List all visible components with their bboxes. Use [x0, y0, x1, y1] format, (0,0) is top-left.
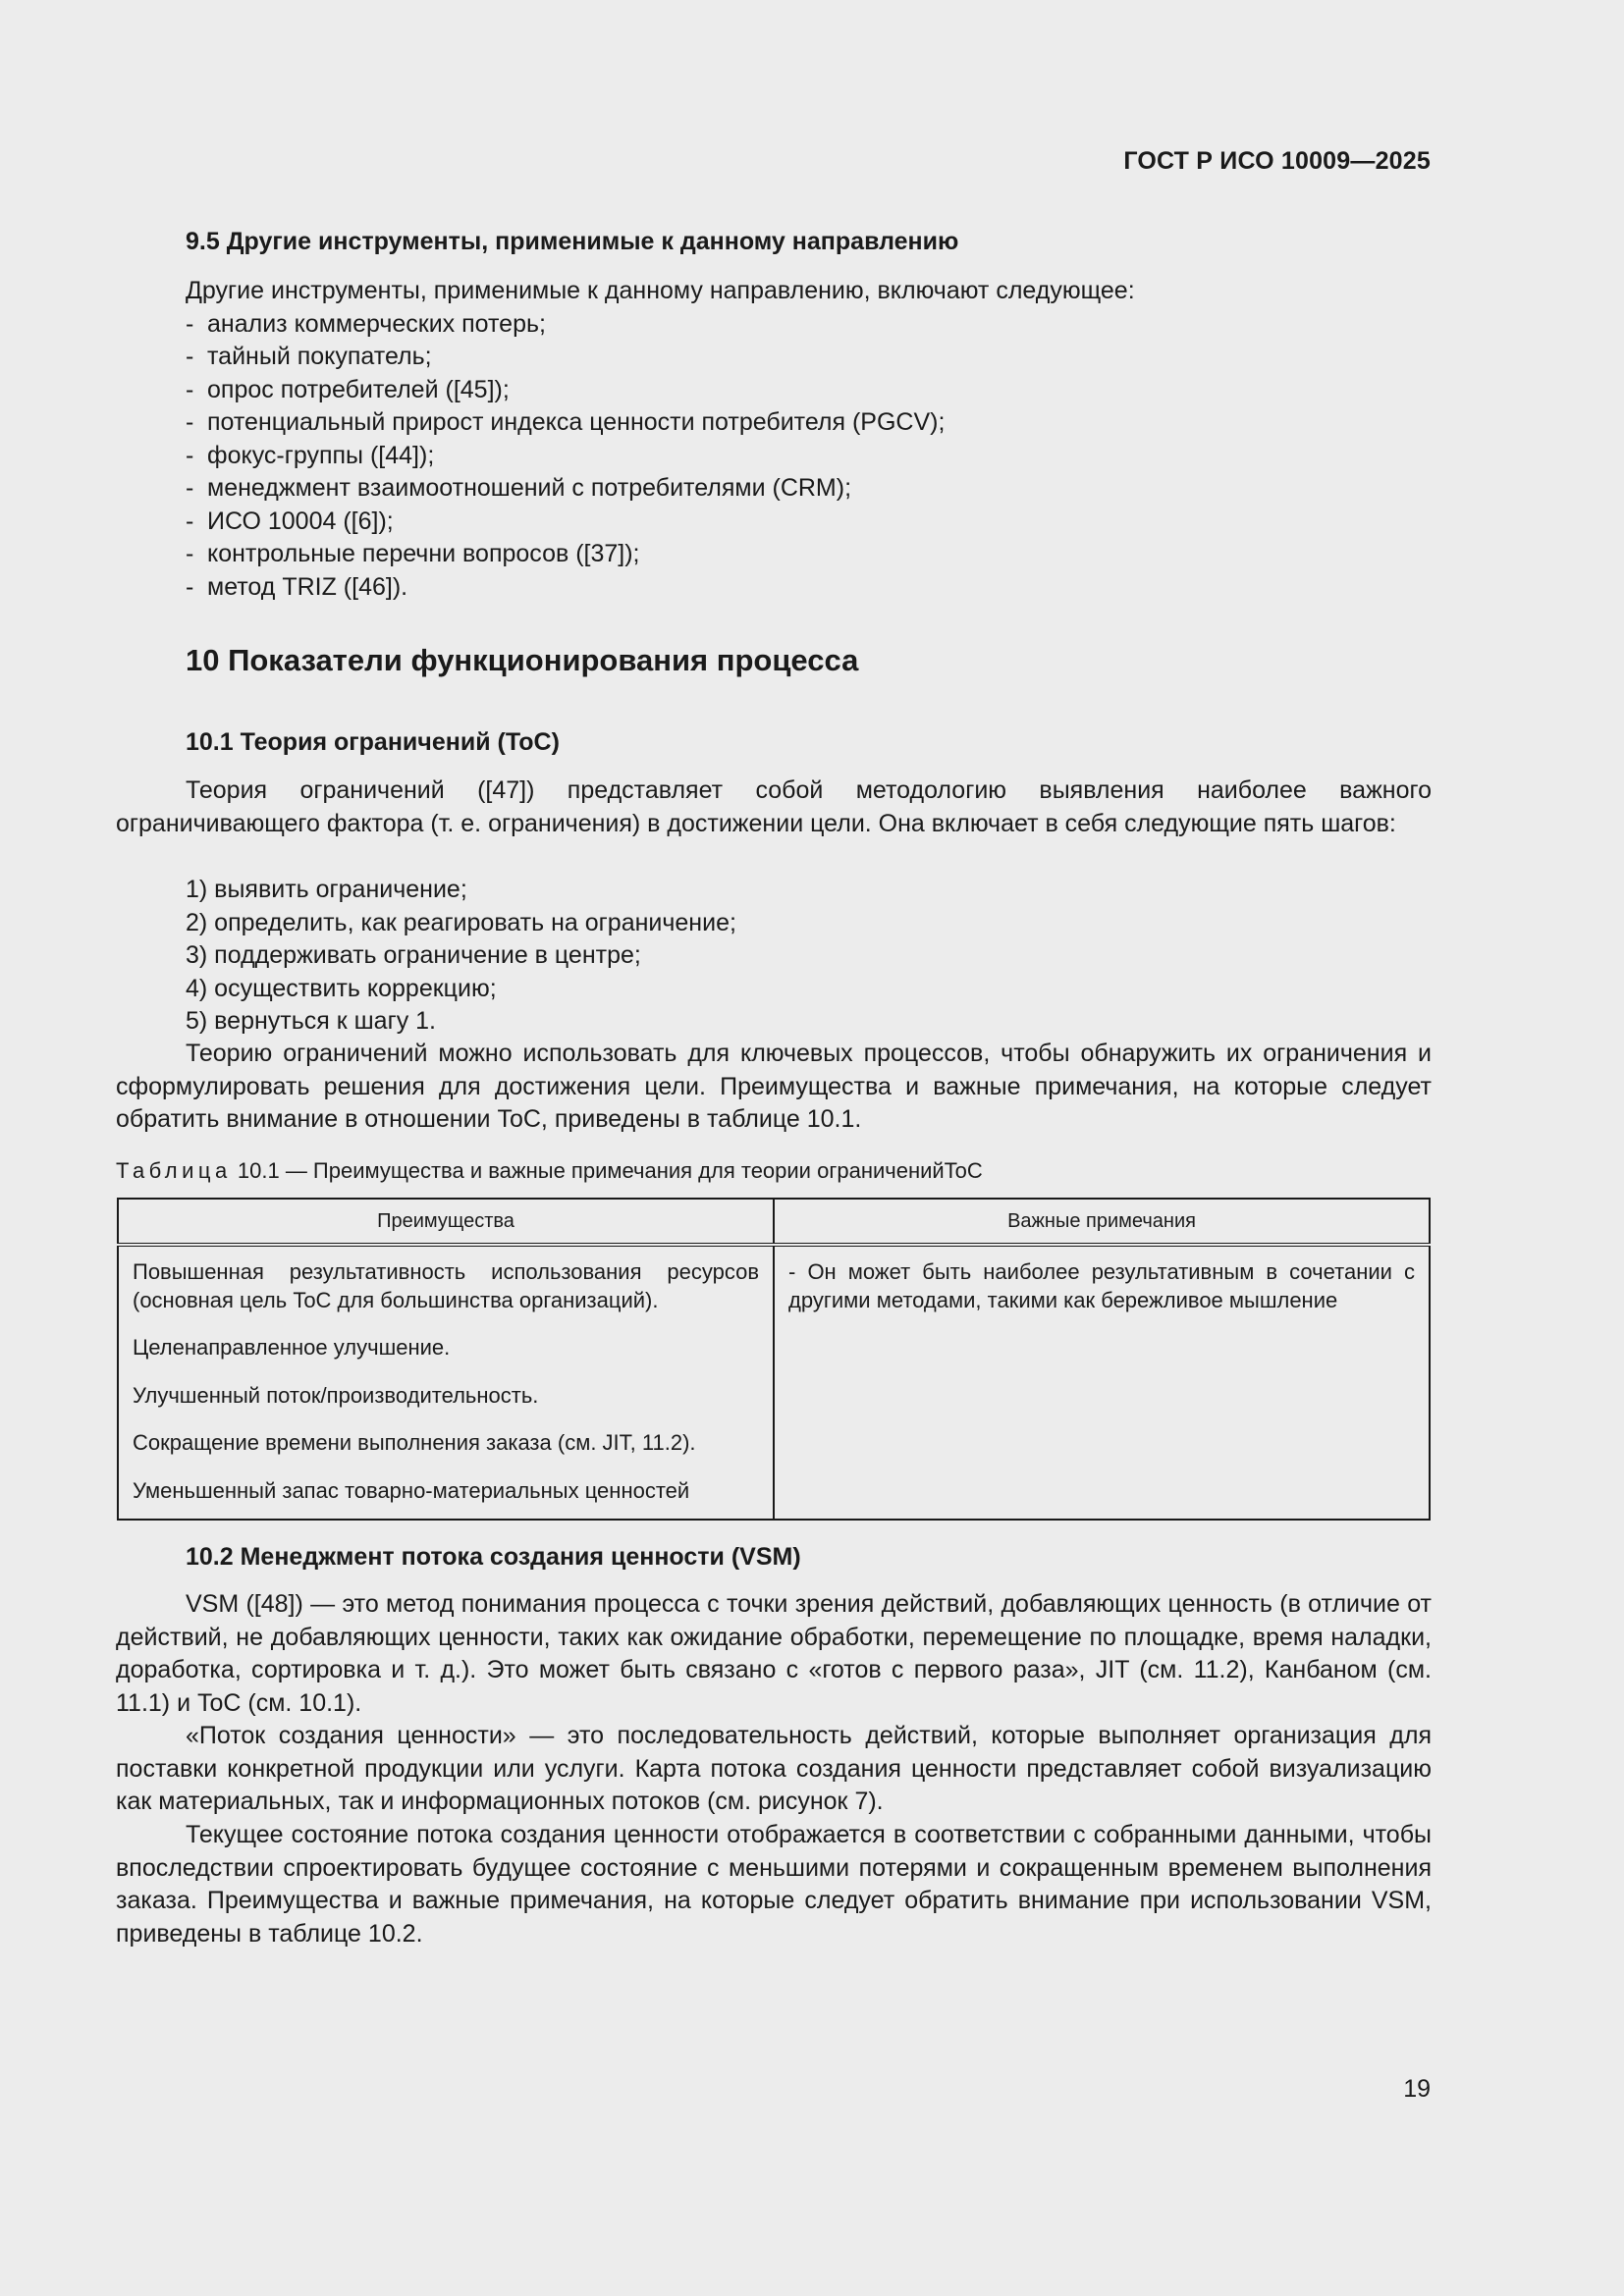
- section-10-2-paragraph: «Поток создания ценности» — это последовательность действий, которые выполняет организация для поставки конкретной продукции или услуги. Карта потока создания ценности представляет собой визуализацию как материальных, так и информационных потоков (см. рисунок 7).: [116, 1722, 1432, 1815]
- list-item: - потенциальный прирост индекса ценности потребителя (PGCV);: [186, 408, 946, 436]
- section-10-2-paragraph: VSM ([48]) — это метод понимания процесса с точки зрения действий, добавляющих ценность (в отличие от действий, не добавляющих ценности, таких как ожидание обработки, перемещение по площадке, время наладки, доработка, сортировка и т. д.). Это может быть связано с «готов с первого раза», JIT (см. 11.2), Канбаном (см. 11.1) и ToC (см. 10.1).: [116, 1590, 1432, 1717]
- list-item: 2) определить, как реагировать на ограничение;: [186, 908, 736, 936]
- list-item: - тайный покупатель;: [186, 343, 432, 370]
- list-item: - менеджмент взаимоотношений с потребителями (CRM);: [186, 474, 852, 502]
- list-item: - контрольные перечни вопросов ([37]);: [186, 540, 640, 567]
- list-item: - ИСО 10004 ([6]);: [186, 507, 394, 535]
- section-10-1-heading: 10.1 Теория ограничений (ToC): [186, 728, 560, 756]
- list-item: - метод TRIZ ([46]).: [186, 572, 408, 601]
- advantages-cell: [118, 1245, 774, 1520]
- section-10-2-heading: 10.2 Менеджмент потока создания ценности (VSM): [186, 1543, 801, 1571]
- note-item: - Он может быть наиболее результативным в сочетании с другими методами, такими как бережливое мышление: [788, 1259, 1415, 1312]
- section-10-heading: 10 Показатели функционирования процесса: [186, 643, 859, 677]
- advantage-item: Уменьшенный запас товарно-материальных ценностей: [133, 1477, 690, 1503]
- advantage-item: Целенаправленное улучшение.: [133, 1335, 451, 1360]
- column-header-notes: Важные примечания: [774, 1199, 1430, 1245]
- column-header-advantages: Преимущества: [118, 1199, 774, 1245]
- advantage-item: Повышенная результативность использования ресурсов (основная цель ToC для большинства организаций).: [133, 1259, 760, 1312]
- list-item: 4) осуществить коррекцию;: [186, 974, 497, 1002]
- section-9-5-body: [186, 275, 1433, 604]
- list-item: - фокус-группы ([44]);: [186, 441, 435, 469]
- section-10-1-paragraph-1: Теория ограничений ([47]) представляет собой методологию выявления наиболее важного ограничивающего фактора (т. е. ограничения) в достижении цели. Она включает в себя следующие пять шагов:: [116, 776, 1432, 837]
- section-9-5-intro: Другие инструменты, применимые к данному направлению, включают следующее:: [186, 277, 1135, 304]
- table-caption: [116, 1158, 983, 1184]
- standard-designation: ГОСТ Р ИСО 10009—2025: [1123, 147, 1431, 175]
- list-item: - опрос потребителей ([45]);: [186, 375, 510, 403]
- table-caption-text: 10.1 — Преимущества и важные примечания для теории ограниченийToC: [237, 1158, 983, 1183]
- page-number: 19: [1403, 2075, 1431, 2103]
- list-item: - анализ коммерческих потерь;: [186, 309, 546, 338]
- notes-cell: [774, 1245, 1430, 1520]
- section-9-5-heading: 9.5 Другие инструменты, применимые к данному направлению: [186, 228, 959, 255]
- table-10-1: [117, 1198, 1431, 1521]
- list-item: 5) вернуться к шагу 1.: [186, 1007, 437, 1035]
- section-10-2-paragraph: Текущее состояние потока создания ценности отображается в соответствии с собранными данными, чтобы впоследствии спроектировать будущее состояние с меньшими потерями и сокращенным временем выполнения заказа. Преимущества и важные примечания, на которые следует обратить внимание при использовании VSM, приведены в таблице 10.2.: [116, 1821, 1432, 1948]
- table-header-row: [118, 1199, 1430, 1245]
- list-item: 1) выявить ограничение;: [186, 876, 467, 903]
- section-10-1-paragraph-2: Теорию ограничений можно использовать для ключевых процессов, чтобы обнаружить их ограничения и сформулировать решения для достижения цели. Преимущества и важные примечания, на которые следует обратить внимание в отношении ToC, приведены в таблице 10.1.: [116, 1040, 1432, 1133]
- table-caption-prefix: Таблица: [116, 1158, 232, 1183]
- list-item: 3) поддерживать ограничение в центре;: [186, 941, 641, 969]
- advantage-item: Сокращение времени выполнения заказа (см. JIT, 11.2).: [133, 1430, 696, 1455]
- table-row: [118, 1245, 1430, 1520]
- toc-steps-list: [186, 874, 1423, 1039]
- advantage-item: Улучшенный поток/производительность.: [133, 1382, 539, 1408]
